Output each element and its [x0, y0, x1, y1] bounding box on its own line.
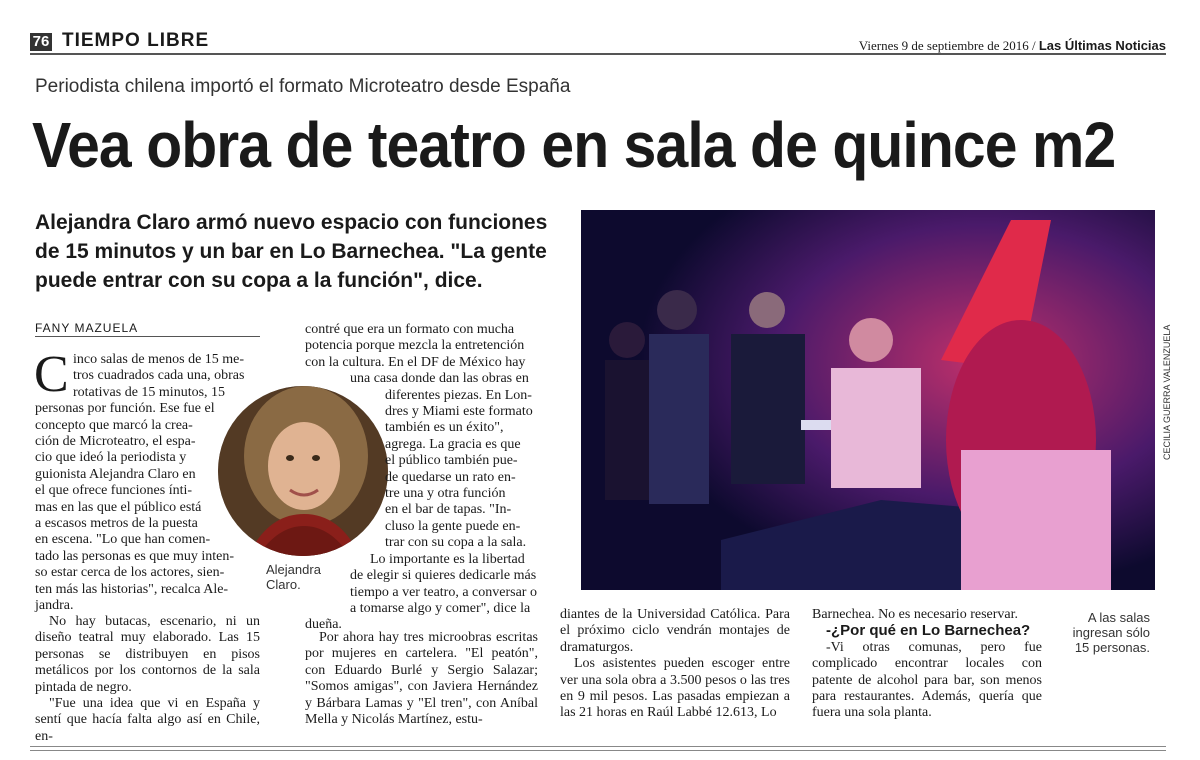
- text-line: el público también pue-: [385, 453, 518, 469]
- footer-rule: [30, 746, 1166, 751]
- text-line: cluso la gente puede en-: [385, 518, 521, 534]
- text-line: potencia porque mezcla la entretención: [305, 338, 525, 354]
- paragraph: No hay butacas, escenario, ni un diseño teatral muy elaborado. Las 15 personas se distribuyen en pisos metálicos por los contornos de la sala pintada de negro.: [35, 614, 260, 695]
- text-line: mas en las que el público está: [35, 499, 202, 515]
- publication-name: Las Últimas Noticias: [1038, 38, 1166, 53]
- text-line: en escena. "Lo que han comen-: [35, 532, 211, 548]
- main-photo: [581, 210, 1155, 590]
- headline: Vea obra de teatro en sala de quince m2: [32, 109, 1116, 181]
- text-line: también es un éxito",: [385, 420, 504, 436]
- text-line: rotativas de 15 minutos, 15: [73, 384, 226, 400]
- text-line: ten más las historias", recalca Ale-: [35, 581, 229, 597]
- column-2: [305, 322, 538, 634]
- paragraph: Por ahora hay tres microobras escritas por mujeres en cartelera. "El peatón", con Eduardo Burlé y Sergio Salazar; "Somos amigas", con Javiera Hernández y Bárbara Lamas y "El tren", con Aníbal Mella y Nicolás Martínez, estu-: [305, 630, 538, 728]
- paragraph: Barnechea. No es necesario reservar.: [812, 607, 1019, 622]
- deck: Alejandra Claro armó nuevo espacio con funciones de 15 minutos y un bar en Lo Barnechea. "La gente puede entrar con su copa a la función", dice.: [35, 211, 548, 292]
- text-line: a tomarse algo y comer", dice la: [350, 600, 531, 616]
- text-line: de elegir si quieres dedicarle más: [350, 568, 537, 584]
- text-line: dueña.: [305, 617, 342, 633]
- subhead: -¿Por qué en Lo Barnechea?: [826, 622, 1031, 640]
- dateline: [859, 38, 1166, 54]
- text-line: de quedarse un rato en-: [385, 469, 516, 485]
- kicker: Periodista chilena importó el formato Microteatro desde España: [35, 76, 571, 97]
- text-line: con la cultura. En el DF de México hay: [305, 354, 526, 370]
- text-line: tre una y otra función: [385, 486, 506, 502]
- main-photo-caption: A las salas ingresan sólo 15 personas.: [1072, 610, 1150, 655]
- text-line: tros cuadrados cada una, obras: [73, 368, 245, 384]
- portrait-caption: Alejandra Claro.: [266, 562, 321, 592]
- text-line: una casa donde dan las obras en: [350, 371, 529, 387]
- column-2-continued: [305, 630, 538, 728]
- text-line: tado las personas es que muy inten-: [35, 548, 235, 564]
- paragraph: "Fue una idea que vi en España y sentí que hacía falta algo así en Chile, en-: [35, 696, 260, 744]
- column-4: [812, 607, 1042, 722]
- text-line: diferentes piezas. En Lon-: [385, 387, 532, 403]
- text-line: cio que ideó la periodista y: [35, 450, 187, 466]
- text-line: contré que era un formato con mucha: [305, 322, 515, 337]
- page-number: 76: [30, 33, 52, 51]
- photo-credit: CECILIA GUERRA VALENZUELA: [1162, 324, 1172, 460]
- text-line: dres y Miami este formato: [385, 404, 533, 420]
- drop-cap: C: [34, 346, 69, 403]
- text-line: en el bar de tapas. "In-: [385, 502, 512, 518]
- date: Viernes 9 de septiembre de 2016 /: [858, 38, 1036, 53]
- text-line: a escasos metros de la puesta: [35, 516, 198, 532]
- byline-rule: [35, 336, 260, 337]
- byline: FANY MAZUELA: [35, 321, 139, 335]
- column-1-continued: [35, 614, 260, 745]
- paragraph: -Vi otras comunas, pero fue complicado encontrar locales con patente de alcohol para bar, son menos para restaurantes. Además, quería que fuera una sola planta.: [812, 639, 1042, 721]
- text-line: so estar cerca de los actores, sien-: [35, 565, 225, 581]
- header-rule: [30, 53, 1166, 55]
- paragraph: Los asistentes pueden escoger entre ver una sola obra a 3.500 pesos o las tres en 9 mil pesos. Las pasadas empiezan a las 21 horas en Raúl Labbé 12.613, Lo: [560, 656, 790, 721]
- text-line: trar con su copa a la sala.: [385, 535, 527, 551]
- text-line: jandra.: [35, 598, 74, 614]
- column-3: [560, 607, 790, 722]
- text-line: concepto que marcó la crea-: [35, 417, 193, 433]
- text-line: guionista Alejandra Claro en: [35, 466, 196, 482]
- text-line: personas por función. Ese fue el: [35, 401, 215, 417]
- text-line: el que ofrece funciones ínti-: [35, 483, 193, 499]
- text-line: agrega. La gracia es que: [385, 436, 521, 452]
- text-line: ción de Microteatro, el espa-: [35, 434, 196, 450]
- text-line: Lo importante es la libertad: [370, 551, 525, 567]
- text-line: tiempo a ver teatro, a conversar o: [350, 584, 537, 600]
- paragraph: diantes de la Universidad Católica. Para el próximo ciclo vendrán montajes de dramaturgos.: [560, 607, 790, 655]
- section-title: TIEMPO LIBRE: [62, 30, 210, 51]
- text-line: inco salas de menos de 15 me-: [73, 352, 245, 367]
